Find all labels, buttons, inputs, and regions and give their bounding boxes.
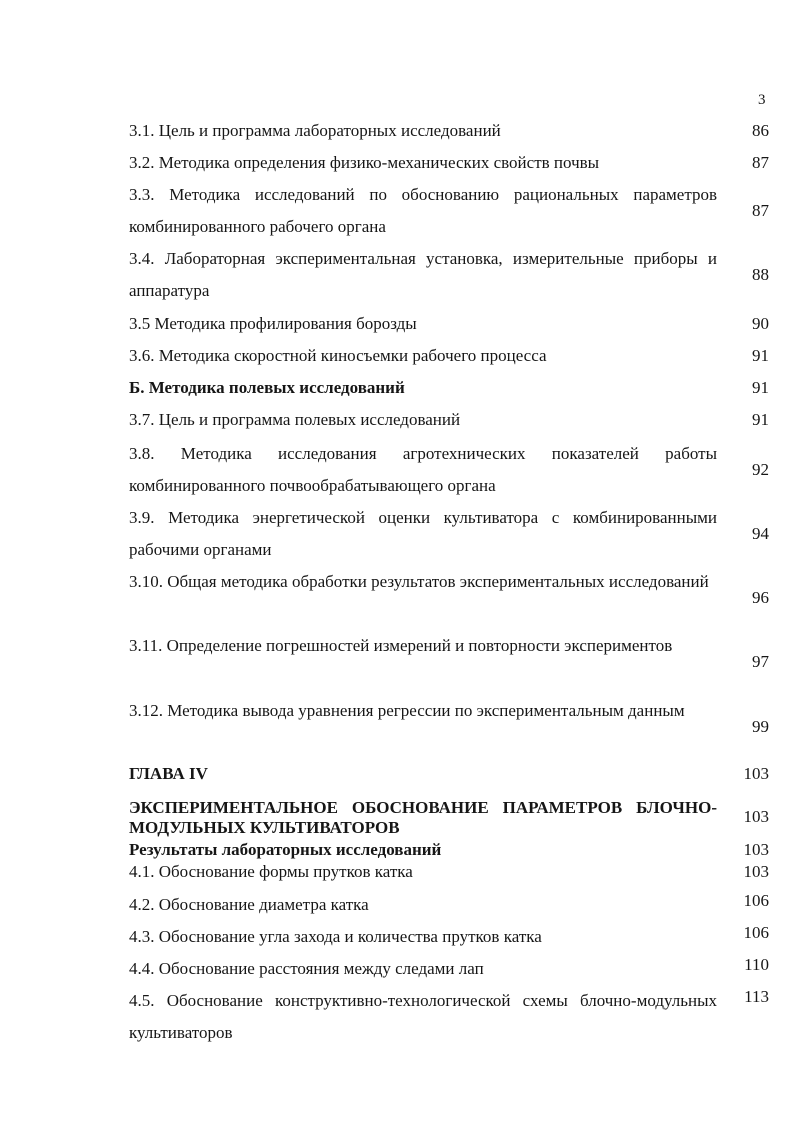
toc-entry-title: 3.10. Общая методика обработки результатов экспериментальных исследований (129, 572, 709, 591)
toc-entry-title: 3.4. Лабораторная экспериментальная установка, измерительные приборы и аппаратура (129, 249, 717, 300)
toc-entry-page: 99 (752, 717, 769, 736)
toc-entry-title: 4.3. Обоснование угла захода и количества прутков катка (129, 927, 542, 946)
toc-entry-page: 110 (744, 955, 769, 974)
toc-entry-title: 3.6. Методика скоростной киносъемки рабочего процесса (129, 346, 547, 365)
toc-entry-title: 4.5. Обоснование конструктивно-технологической схемы блочно-модульных культиваторов (129, 991, 717, 1042)
toc-entry-page: 94 (752, 524, 769, 543)
toc-entry-title: 4.1. Обоснование формы прутков катка (129, 862, 413, 881)
toc-entry-page: 91 (752, 346, 769, 365)
toc-entry-title: 3.2. Методика определения физико-механических свойств почвы (129, 153, 600, 172)
toc-entry-title: 3.11. Определение погрешностей измерений и повторности экспериментов (129, 636, 673, 655)
toc-entry-title: ГЛАВА IV (129, 764, 208, 783)
toc-entry-title: 3.7. Цель и программа полевых исследований (129, 410, 461, 429)
page-number: 3 (758, 92, 766, 108)
toc-entry-page: 91 (752, 410, 769, 429)
toc-entry-page: 103 (743, 807, 769, 826)
toc-entry-title: 3.3. Методика исследований по обоснованию рациональных параметров комбинированного рабочего органа (129, 185, 717, 236)
toc-entry-title: 3.1. Цель и программа лабораторных исследований (129, 121, 501, 140)
toc-entry-page: 91 (752, 378, 769, 397)
toc-entry-title: Результаты лабораторных исследований (129, 840, 442, 859)
toc-entry-page: 113 (744, 987, 769, 1006)
toc-entry-page: 103 (743, 764, 769, 783)
toc-entry-title: 3.12. Методика вывода уравнения регрессии по экспериментальным данным (129, 701, 685, 720)
toc-entry-title: 4.2. Обоснование диаметра катка (129, 895, 369, 914)
toc-entry-page: 86 (752, 121, 769, 140)
toc-entry-title: ЭКСПЕРИМЕНТАЛЬНОЕ ОБОСНОВАНИЕ ПАРАМЕТРОВ БЛОЧНО-МОДУЛЬНЫХ КУЛЬТИВАТОРОВ (129, 798, 717, 837)
toc-entry-title: 4.4. Обоснование расстояния между следами лап (129, 959, 484, 978)
toc-entry-page: 96 (752, 588, 769, 607)
toc-entry-title: 3.5 Методика профилирования борозды (129, 314, 417, 333)
toc-entry-page: 87 (752, 201, 769, 220)
toc-entry-page: 103 (743, 840, 769, 859)
toc-entry-page: 106 (743, 891, 769, 910)
toc-entry-page: 92 (752, 460, 769, 479)
toc-entry-title: 3.9. Методика энергетической оценки культиватора с комбинированными рабочими органами (129, 508, 717, 559)
toc-entry-page: 97 (752, 652, 769, 671)
toc-entry-page: 106 (743, 923, 769, 942)
toc-entry-title: Б. Методика полевых исследований (129, 378, 405, 397)
toc-entry-title: 3.8. Методика исследования агротехнических показателей работы комбинированного почвообрабатывающего органа (129, 444, 717, 495)
toc-entry-page: 103 (743, 862, 769, 881)
toc-entry-page: 87 (752, 153, 769, 172)
toc-entry-page: 90 (752, 314, 769, 333)
toc-entry-page: 88 (752, 265, 769, 284)
